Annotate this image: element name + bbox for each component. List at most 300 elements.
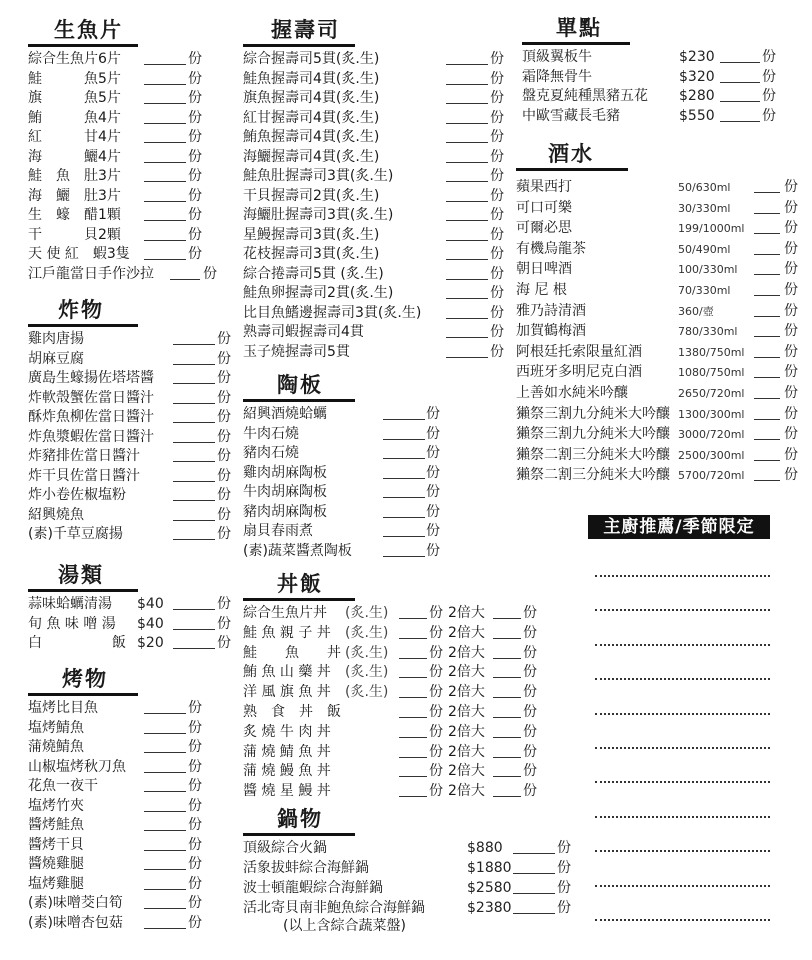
quantity-blank[interactable] (144, 712, 186, 714)
large-unit-label: 份 (523, 703, 537, 720)
quantity-blank[interactable] (144, 258, 186, 260)
quantity-blank[interactable] (173, 538, 215, 540)
unit-label: 份 (217, 350, 231, 367)
large-quantity-blank[interactable] (493, 676, 521, 678)
section-nigiri (243, 16, 513, 362)
item-price: 50/490ml (678, 242, 731, 256)
quantity-blank[interactable] (144, 829, 186, 831)
chef-special-blank-line[interactable] (595, 609, 770, 611)
quantity-blank[interactable] (173, 421, 215, 423)
section-donburi (243, 570, 563, 802)
menu-item-row (243, 128, 513, 148)
item-price: 1080/750ml (678, 366, 745, 380)
item-name: 鮭魚卵握壽司2貫(炙.生) (243, 285, 394, 301)
quantity-blank[interactable] (144, 751, 186, 753)
quantity-blank[interactable] (754, 459, 780, 461)
chef-special-blank-line[interactable] (595, 713, 770, 715)
large-unit-label: 份 (523, 684, 537, 701)
quantity-blank[interactable] (170, 278, 200, 280)
menu-item-row (28, 226, 238, 246)
menu-item-row (28, 187, 238, 207)
quantity-blank[interactable] (399, 617, 427, 619)
unit-label: 份 (188, 90, 202, 106)
quantity-blank[interactable] (446, 83, 488, 85)
unit-label: 份 (217, 506, 231, 523)
quantity-blank[interactable] (446, 122, 488, 124)
item-name: 鮪 魚4片 (28, 109, 121, 126)
quantity-blank[interactable] (513, 892, 555, 894)
quantity-blank[interactable] (446, 336, 488, 338)
large-quantity-blank[interactable] (493, 775, 521, 777)
menu-item-row (243, 109, 513, 129)
large-quantity-blank[interactable] (493, 736, 521, 738)
unit-label: 份 (490, 343, 504, 360)
item-name: (素)蔬菜醬煮陶板 (243, 542, 352, 559)
menu-item-row (28, 467, 238, 487)
quantity-blank[interactable] (144, 849, 186, 851)
menu-item-row (243, 683, 563, 703)
menu-item-row (516, 446, 812, 467)
menu-item-row (516, 178, 812, 199)
unit-label: 份 (217, 467, 231, 484)
quantity-blank[interactable] (754, 335, 780, 337)
unit-label: 份 (490, 324, 504, 340)
menu-item-row (28, 447, 238, 467)
menu-item-row (28, 525, 238, 545)
quantity-blank[interactable] (754, 212, 780, 214)
menu-item-row (516, 219, 812, 240)
unit-label: 份 (762, 88, 776, 104)
menu-item-row (243, 405, 473, 425)
quantity-blank[interactable] (446, 180, 488, 182)
quantity-blank[interactable] (399, 775, 427, 777)
item-style: (炙.生) (345, 684, 389, 701)
unit-label: 份 (557, 880, 571, 896)
chef-special-blank-line[interactable] (595, 644, 770, 646)
item-name: 酥炸魚柳佐當日醬汁 (28, 409, 154, 425)
unit-label: 份 (188, 875, 202, 892)
chef-special-blank-line[interactable] (595, 816, 770, 818)
menu-item-row (522, 68, 812, 88)
section-title (243, 16, 513, 44)
menu-item-row (28, 128, 238, 148)
unit-label: 份 (784, 343, 798, 360)
chef-special-blank-line[interactable] (595, 850, 770, 852)
item-name: 江戶龍當日手作沙拉 (28, 265, 154, 282)
menu-item-row (243, 206, 513, 226)
quantity-blank[interactable] (173, 628, 215, 630)
chef-special-blank-line[interactable] (595, 678, 770, 680)
menu-item-row (28, 206, 238, 226)
item-name: 綜合捲壽司5貫 (炙.生) (243, 265, 384, 282)
unit-label: 份 (429, 684, 443, 701)
item-name: 塩烤比目魚 (28, 700, 98, 716)
unit-label: 份 (784, 281, 798, 298)
item-price: 70/330ml (678, 283, 731, 297)
item-price: 1380/750ml (678, 345, 745, 359)
chef-special-badge: 主廚推薦/季節限定 (588, 515, 770, 539)
quantity-blank[interactable] (513, 872, 555, 874)
unit-label: 份 (490, 129, 504, 145)
item-name: 海 鱺 肚3片 (28, 187, 121, 204)
item-name: 海 鱺4片 (28, 148, 121, 165)
large-size-label: 2倍大 (448, 605, 485, 621)
quantity-blank[interactable] (173, 499, 215, 501)
chef-special-blank-line[interactable] (595, 575, 770, 577)
section-title (28, 561, 238, 589)
quantity-blank[interactable] (754, 356, 780, 358)
large-unit-label: 份 (523, 664, 537, 681)
quantity-blank[interactable] (754, 253, 780, 255)
menu-item-row (516, 199, 812, 220)
quantity-blank[interactable] (446, 278, 488, 280)
section-drinks (516, 140, 812, 487)
quantity-blank[interactable] (399, 676, 427, 678)
unit-label: 份 (784, 384, 798, 401)
menu-item-row (28, 389, 238, 409)
unit-label: 份 (217, 331, 231, 347)
item-price: $1880 (467, 860, 512, 876)
unit-label: 份 (784, 405, 798, 422)
quantity-blank[interactable] (383, 457, 425, 459)
quantity-blank[interactable] (383, 555, 425, 557)
quantity-blank[interactable] (513, 912, 555, 914)
menu-item-row (28, 330, 238, 350)
item-name: 綜合生魚片6片 (28, 51, 121, 67)
menu-item-row (243, 604, 563, 624)
unit-label: 份 (426, 406, 440, 422)
item-name: 鮭 魚 丼 (243, 644, 341, 661)
menu-item-row (243, 839, 583, 859)
item-name: 醬烤干貝 (28, 836, 84, 853)
quantity-blank[interactable] (399, 657, 427, 659)
unit-label: 份 (429, 783, 443, 800)
item-price: $2380 (467, 900, 512, 916)
large-quantity-blank[interactable] (493, 617, 521, 619)
title-underline (28, 589, 138, 592)
quantity-blank[interactable] (144, 927, 186, 929)
unit-label: 份 (490, 109, 504, 126)
unit-label: 份 (429, 644, 443, 661)
unit-label: 份 (426, 484, 440, 500)
quantity-blank[interactable] (754, 479, 780, 481)
item-name: 炸軟殼蟹佐當日醬汁 (28, 389, 154, 406)
quantity-blank[interactable] (754, 418, 780, 420)
menu-item-row (243, 89, 513, 109)
quantity-blank[interactable] (754, 438, 780, 440)
chef-special-blank-line[interactable] (595, 885, 770, 887)
quantity-blank[interactable] (173, 402, 215, 404)
unit-label: 份 (429, 763, 443, 780)
menu-item-row (243, 323, 513, 343)
section-a-la-carte (522, 14, 812, 126)
menu-item-row (243, 542, 473, 562)
menu-item-row (243, 503, 473, 523)
item-name: 頂級綜合火鍋 (243, 840, 327, 856)
quantity-blank[interactable] (754, 232, 780, 234)
large-size-label: 2倍大 (448, 743, 485, 760)
menu-item-row (516, 302, 812, 323)
menu-item-row (243, 644, 563, 664)
item-price: 30/330ml (678, 201, 731, 215)
quantity-blank[interactable] (173, 519, 215, 521)
item-name: 西班牙多明尼克白酒 (516, 364, 642, 381)
item-name: 鮭魚肚握壽司3貫(炙.生) (243, 168, 394, 184)
unit-label: 份 (188, 836, 202, 853)
item-name: 蘋果西打 (516, 179, 572, 195)
quantity-blank[interactable] (446, 161, 488, 163)
large-quantity-blank[interactable] (493, 795, 521, 797)
item-name: 可爾必思 (516, 220, 572, 237)
unit-label: 份 (188, 719, 202, 736)
item-name: 海 尼 根 (516, 281, 567, 298)
item-name: 獺祭三割九分純米大吟釀 (516, 405, 670, 422)
item-name: 盤克夏純種黑豬五花 (522, 88, 648, 104)
item-name: 生 蠔 醋1顆 (28, 207, 121, 223)
quantity-blank[interactable] (399, 756, 427, 758)
item-name: 朝日啤酒 (516, 261, 572, 278)
menu-item-row (28, 109, 238, 129)
quantity-blank[interactable] (144, 141, 186, 143)
quantity-blank[interactable] (446, 297, 488, 299)
menu-item-row (28, 350, 238, 370)
quantity-blank[interactable] (446, 63, 488, 65)
menu-item-row (28, 595, 238, 615)
unit-label: 份 (429, 703, 443, 720)
quantity-blank[interactable] (173, 343, 215, 345)
unit-label: 份 (217, 615, 231, 632)
quantity-blank[interactable] (383, 438, 425, 440)
menu-item-row (28, 486, 238, 506)
quantity-blank[interactable] (173, 647, 215, 649)
menu-item-row (243, 304, 513, 324)
item-name: 紅甘握壽司4貫(炙.生) (243, 109, 380, 126)
item-price: 360/壺 (678, 304, 714, 318)
section-title (28, 296, 238, 324)
large-size-label: 2倍大 (448, 664, 485, 681)
quantity-blank[interactable] (446, 317, 488, 319)
item-name: 天 使 紅 蝦3隻 (28, 246, 130, 262)
item-name: 中歐雪藏長毛豬 (522, 107, 620, 124)
quantity-blank[interactable] (144, 219, 186, 221)
item-name: (素)味噌杏包菇 (28, 914, 123, 931)
unit-label: 份 (784, 302, 798, 319)
title-underline (243, 598, 355, 601)
item-name: 旬 魚 味 噌 湯 (28, 615, 116, 632)
item-name: 紹興酒燒蛤蠣 (243, 406, 327, 422)
quantity-blank[interactable] (173, 480, 215, 482)
item-name: 比目魚鰭邊握壽司3貫(炙.生) (243, 304, 422, 321)
chef-special-blank-line[interactable] (595, 919, 770, 921)
quantity-blank[interactable] (754, 191, 780, 193)
quantity-blank[interactable] (446, 200, 488, 202)
quantity-blank[interactable] (144, 888, 186, 890)
item-name: 加賀鶴梅酒 (516, 323, 586, 340)
unit-label: 份 (426, 523, 440, 539)
menu-item-row (243, 723, 563, 743)
quantity-blank[interactable] (144, 907, 186, 909)
item-name: 干 貝2顆 (28, 226, 121, 243)
unit-label: 份 (188, 797, 202, 814)
unit-label: 份 (188, 895, 202, 911)
menu-item-row (28, 245, 238, 265)
menu-item-row (516, 425, 812, 446)
unit-label: 份 (490, 187, 504, 204)
quantity-blank[interactable] (144, 122, 186, 124)
unit-label: 份 (188, 168, 202, 184)
unit-label: 份 (490, 148, 504, 165)
quantity-blank[interactable] (173, 608, 215, 610)
section-title-text: 生魚片 (54, 18, 123, 42)
menu-item-row (243, 703, 563, 723)
quantity-blank[interactable] (446, 239, 488, 241)
large-quantity-blank[interactable] (493, 637, 521, 639)
item-name: 胡麻豆腐 (28, 350, 84, 367)
item-price: $280 (679, 88, 715, 104)
item-style: (炙.生) (345, 605, 389, 621)
quantity-blank[interactable] (144, 200, 186, 202)
quantity-blank[interactable] (399, 795, 427, 797)
quantity-blank[interactable] (754, 376, 780, 378)
menu-item-row (28, 50, 238, 70)
menu-item-row (28, 89, 238, 109)
quantity-blank[interactable] (144, 102, 186, 104)
large-quantity-blank[interactable] (493, 756, 521, 758)
unit-label: 份 (188, 739, 202, 755)
quantity-blank[interactable] (446, 356, 488, 358)
unit-label: 份 (784, 220, 798, 237)
item-name: 熟壽司蝦握壽司4貫 (243, 324, 364, 340)
quantity-blank[interactable] (754, 315, 780, 317)
quantity-blank[interactable] (173, 441, 215, 443)
unit-label: 份 (426, 542, 440, 559)
item-name: 活象拔蚌綜合海鮮鍋 (243, 860, 369, 876)
quantity-blank[interactable] (144, 239, 186, 241)
quantity-blank[interactable] (720, 61, 760, 63)
item-name: 塩烤鯖魚 (28, 719, 84, 736)
menu-item-row (28, 615, 238, 635)
chef-special-blank-line[interactable] (595, 781, 770, 783)
item-name: 扇貝春雨煮 (243, 523, 313, 539)
quantity-blank[interactable] (144, 868, 186, 870)
item-name: 塩烤竹夾 (28, 797, 84, 814)
item-name: (素)千草豆腐揚 (28, 526, 123, 542)
quantity-blank[interactable] (446, 258, 488, 260)
section-soup (28, 561, 238, 654)
large-quantity-blank[interactable] (493, 696, 521, 698)
section-title (28, 16, 238, 44)
quantity-blank[interactable] (144, 161, 186, 163)
item-name: 雞肉唐揚 (28, 331, 84, 347)
quantity-blank[interactable] (144, 771, 186, 773)
quantity-blank[interactable] (513, 852, 555, 854)
quantity-blank[interactable] (144, 790, 186, 792)
large-quantity-blank[interactable] (493, 657, 521, 659)
quantity-blank[interactable] (144, 810, 186, 812)
menu-item-row (28, 265, 238, 285)
item-name: 洋 風 旗 魚 丼 (243, 684, 331, 701)
item-name: 獺祭三割九分純米大吟釀 (516, 426, 670, 443)
menu-item-row (28, 914, 238, 934)
menu-item-row (28, 167, 238, 187)
unit-label: 份 (490, 285, 504, 301)
quantity-blank[interactable] (446, 102, 488, 104)
section-fried (28, 296, 238, 545)
quantity-blank[interactable] (144, 180, 186, 182)
item-name: 波士頓龍蝦綜合海鮮鍋 (243, 880, 383, 896)
item-price: $230 (679, 49, 715, 65)
menu-item-row (516, 363, 812, 384)
quantity-blank[interactable] (383, 535, 425, 537)
item-price: $2580 (467, 880, 512, 896)
item-price: $880 (467, 840, 503, 856)
quantity-blank[interactable] (144, 63, 186, 65)
unit-label: 份 (188, 914, 202, 931)
menu-item-row (243, 522, 473, 542)
section-title (516, 140, 812, 168)
quantity-blank[interactable] (754, 273, 780, 275)
quantity-blank[interactable] (446, 219, 488, 221)
quantity-blank[interactable] (173, 460, 215, 462)
quantity-blank[interactable] (144, 83, 186, 85)
menu-item-row (28, 797, 238, 817)
chef-special-blank-line[interactable] (595, 747, 770, 749)
quantity-blank[interactable] (383, 477, 425, 479)
item-name: 星鰻握壽司3貫(炙.生) (243, 226, 380, 243)
quantity-blank[interactable] (383, 496, 425, 498)
quantity-blank[interactable] (383, 418, 425, 420)
item-name: 綜合生魚片丼 (243, 605, 327, 621)
menu-item-row (28, 894, 238, 914)
quantity-blank[interactable] (383, 516, 425, 518)
item-name: 炸魚漿蝦佐當日醬汁 (28, 428, 154, 445)
menu-item-row (28, 506, 238, 526)
section-title-text: 湯類 (58, 563, 104, 587)
menu-item-row (243, 444, 473, 464)
quantity-blank[interactable] (446, 141, 488, 143)
quantity-blank[interactable] (720, 81, 760, 83)
quantity-blank[interactable] (720, 100, 760, 102)
unit-label: 份 (490, 246, 504, 262)
quantity-blank[interactable] (399, 716, 427, 718)
quantity-blank[interactable] (754, 397, 780, 399)
quantity-blank[interactable] (720, 120, 760, 122)
unit-label: 份 (188, 109, 202, 126)
section-title (243, 371, 473, 399)
item-price: $40 (137, 615, 164, 632)
quantity-blank[interactable] (173, 363, 215, 365)
unit-label: 份 (188, 70, 202, 87)
menu-item-row (28, 875, 238, 895)
section-teppan (243, 371, 473, 561)
large-quantity-blank[interactable] (493, 716, 521, 718)
quantity-blank[interactable] (399, 696, 427, 698)
section-title (243, 570, 563, 598)
title-underline (243, 399, 355, 402)
quantity-blank[interactable] (173, 382, 215, 384)
item-name: 廣島生蠔揚佐塔塔醬 (28, 370, 154, 386)
large-size-label: 2倍大 (448, 644, 485, 661)
item-price: 2500/300ml (678, 448, 745, 462)
quantity-blank[interactable] (754, 294, 780, 296)
quantity-blank[interactable] (399, 637, 427, 639)
item-name: 炸小卷佐椒塩粉 (28, 487, 126, 503)
menu-item-row (243, 148, 513, 168)
item-name: 蒜味蛤蠣清湯 (28, 596, 112, 612)
unit-label: 份 (557, 900, 571, 916)
quantity-blank[interactable] (144, 732, 186, 734)
quantity-blank[interactable] (399, 736, 427, 738)
